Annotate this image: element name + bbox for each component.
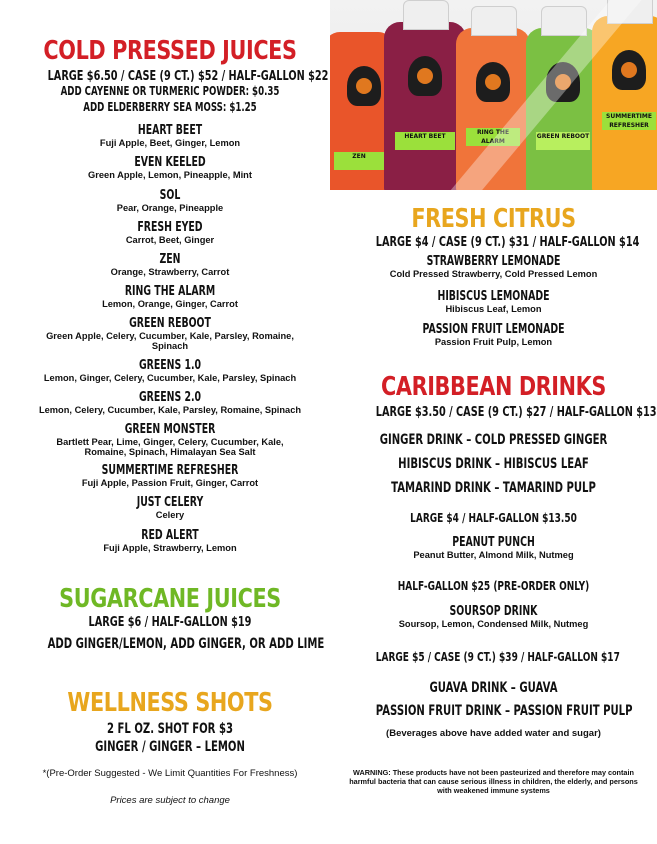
item-name: GREENS 1.0 bbox=[138, 358, 202, 373]
wellness-title: WELLNESS SHOTS bbox=[67, 688, 273, 718]
item-desc: Celery bbox=[155, 510, 185, 520]
item-desc: Carrot, Beet, Ginger bbox=[125, 235, 215, 245]
item-desc: Fuji Apple, Beet, Ginger, Lemon bbox=[99, 138, 241, 148]
caribbean-drink: GUAVA DRINK – GUAVA bbox=[429, 680, 558, 696]
item-desc: Green Apple, Celery, Cucumber, Kale, Parsley, Romaine, bbox=[46, 331, 294, 341]
menu-item bbox=[0, 464, 340, 488]
menu-item bbox=[330, 323, 657, 347]
menu-item bbox=[0, 156, 340, 180]
wellness-pricing: 2 FL OZ. SHOT FOR $3 bbox=[107, 721, 233, 737]
item-name: STRAWBERRY LEMONADE bbox=[426, 254, 561, 269]
preorder-note: *(Pre-Order Suggested - We Limit Quantities For Freshness) bbox=[42, 768, 298, 779]
bottle-label: RING THE ALARM bbox=[466, 128, 519, 146]
menu-item bbox=[0, 124, 340, 148]
item-desc: Orange, Strawberry, Carrot bbox=[110, 267, 230, 277]
menu-item bbox=[0, 189, 340, 213]
item-name: HIBISCUS LEMONADE bbox=[437, 289, 550, 304]
item-desc-continued: Spinach bbox=[151, 341, 189, 351]
item-name: GREEN MONSTER bbox=[124, 422, 216, 437]
menu-item bbox=[330, 255, 657, 279]
item-name: RING THE ALARM bbox=[124, 284, 216, 299]
warning-note: WARNING: These products have not been pasteurized and therefore may contain harmful bacteria that can cause serious illness in children, the elderly, and persons with weakened immune systems bbox=[349, 768, 638, 795]
item-desc: Pear, Orange, Pineapple bbox=[116, 203, 224, 213]
menu-item bbox=[0, 423, 340, 457]
menu-item bbox=[0, 529, 340, 553]
caribbean-drink: HIBISCUS DRINK – HIBISCUS LEAF bbox=[398, 456, 589, 472]
item-desc: Fuji Apple, Passion Fruit, Ginger, Carrot bbox=[81, 478, 259, 488]
menu-item bbox=[0, 317, 340, 351]
bottle-label: SUMMERTIME REFRESHER bbox=[602, 112, 655, 130]
item-desc: Cold Pressed Strawberry, Cold Pressed Lemon bbox=[389, 269, 598, 279]
cold-pressed-addon-2: ADD ELDERBERRY SEA MOSS: $1.25 bbox=[83, 100, 257, 114]
item-desc: Bartlett Pear, Lime, Ginger, Celery, Cucumber, Kale, bbox=[56, 437, 284, 447]
item-name: SUMMERTIME REFRESHER bbox=[101, 463, 239, 478]
menu-item bbox=[0, 496, 340, 520]
caribbean-title: CARIBBEAN DRINKS bbox=[381, 372, 606, 402]
menu-item bbox=[330, 536, 657, 560]
item-desc: Hibiscus Leaf, Lemon bbox=[445, 304, 542, 314]
item-name: PEANUT PUNCH bbox=[452, 535, 535, 550]
item-name: GREENS 2.0 bbox=[138, 390, 202, 405]
caribbean-pricing-2: LARGE $4 / HALF-GALLON $13.50 bbox=[410, 510, 577, 525]
item-desc: Fuji Apple, Strawberry, Lemon bbox=[103, 543, 237, 553]
menu-item bbox=[0, 253, 340, 277]
item-desc: Passion Fruit Pulp, Lemon bbox=[434, 337, 553, 347]
fresh-citrus-title: FRESH CITRUS bbox=[411, 204, 576, 234]
cold-pressed-title: COLD PRESSED JUICES bbox=[43, 36, 297, 66]
item-desc: Lemon, Celery, Cucumber, Kale, Parsley, Romaine, Spinach bbox=[38, 405, 302, 415]
caribbean-drink: TAMARIND DRINK – TAMARIND PULP bbox=[391, 480, 596, 496]
item-name: GREEN REBOOT bbox=[129, 316, 211, 331]
added-sugar-note: (Beverages above have added water and sugar) bbox=[386, 728, 601, 739]
item-name: FRESH EYED bbox=[137, 220, 203, 235]
item-name: JUST CELERY bbox=[136, 495, 204, 510]
item-desc: Lemon, Orange, Ginger, Carrot bbox=[102, 299, 238, 309]
sugarcane-title: SUGARCANE JUICES bbox=[59, 584, 281, 614]
item-desc: Soursop, Lemon, Condensed Milk, Nutmeg bbox=[398, 619, 589, 629]
bottle-label: HEART BEET bbox=[395, 132, 454, 150]
bottle-label: GREEN REBOOT bbox=[536, 132, 589, 150]
item-desc: Green Apple, Lemon, Pineapple, Mint bbox=[88, 170, 252, 180]
caribbean-drink: PASSION FRUIT DRINK – PASSION FRUIT PULP bbox=[375, 703, 633, 719]
caribbean-pricing-1: LARGE $3.50 / CASE (9 CT.) $27 / HALF-GALLON $13 bbox=[375, 404, 657, 420]
fresh-citrus-pricing: LARGE $4 / CASE (9 CT.) $31 / HALF-GALLON $14 bbox=[375, 234, 640, 250]
caribbean-pricing-3: HALF-GALLON $25 (PRE-ORDER ONLY) bbox=[397, 578, 590, 593]
sugarcane-pricing: LARGE $6 / HALF-GALLON $19 bbox=[88, 614, 252, 630]
right-menu-column bbox=[330, 0, 657, 844]
caribbean-drink: GINGER DRINK – COLD PRESSED GINGER bbox=[379, 432, 608, 448]
item-name: SOURSOP DRINK bbox=[449, 604, 538, 619]
item-desc: Lemon, Ginger, Celery, Cucumber, Kale, Parsley, Spinach bbox=[43, 373, 297, 383]
menu-item bbox=[0, 359, 340, 383]
sugarcane-addons: ADD GINGER/LEMON, ADD GINGER, OR ADD LIME bbox=[47, 636, 325, 652]
item-name: HEART BEET bbox=[137, 123, 203, 138]
menu-item bbox=[330, 605, 657, 629]
menu-item bbox=[0, 285, 340, 309]
item-name: PASSION FRUIT LEMONADE bbox=[422, 322, 565, 337]
menu-item bbox=[0, 221, 340, 245]
menu-item bbox=[330, 290, 657, 314]
menu-item bbox=[0, 391, 340, 415]
item-desc-continued: Romaine, Spinach, Himalayan Sea Salt bbox=[84, 447, 256, 457]
wellness-options: GINGER / GINGER – LEMON bbox=[95, 739, 245, 755]
cold-pressed-addon-1: ADD CAYENNE OR TURMERIC POWDER: $0.35 bbox=[60, 84, 280, 98]
item-desc: Peanut Butter, Almond Milk, Nutmeg bbox=[413, 550, 574, 560]
cold-pressed-pricing: LARGE $6.50 / CASE (9 CT.) $52 / HALF-GALLON $22 bbox=[47, 68, 329, 84]
item-name: RED ALERT bbox=[141, 528, 199, 543]
item-name: ZEN bbox=[159, 252, 181, 267]
caribbean-pricing-4: LARGE $5 / CASE (9 CT.) $39 / HALF-GALLON $17 bbox=[375, 649, 620, 664]
item-name: SOL bbox=[159, 188, 181, 203]
price-note: Prices are subject to change bbox=[110, 795, 230, 806]
item-name: EVEN KEELED bbox=[134, 155, 206, 170]
bottle-label: ZEN bbox=[334, 152, 384, 170]
